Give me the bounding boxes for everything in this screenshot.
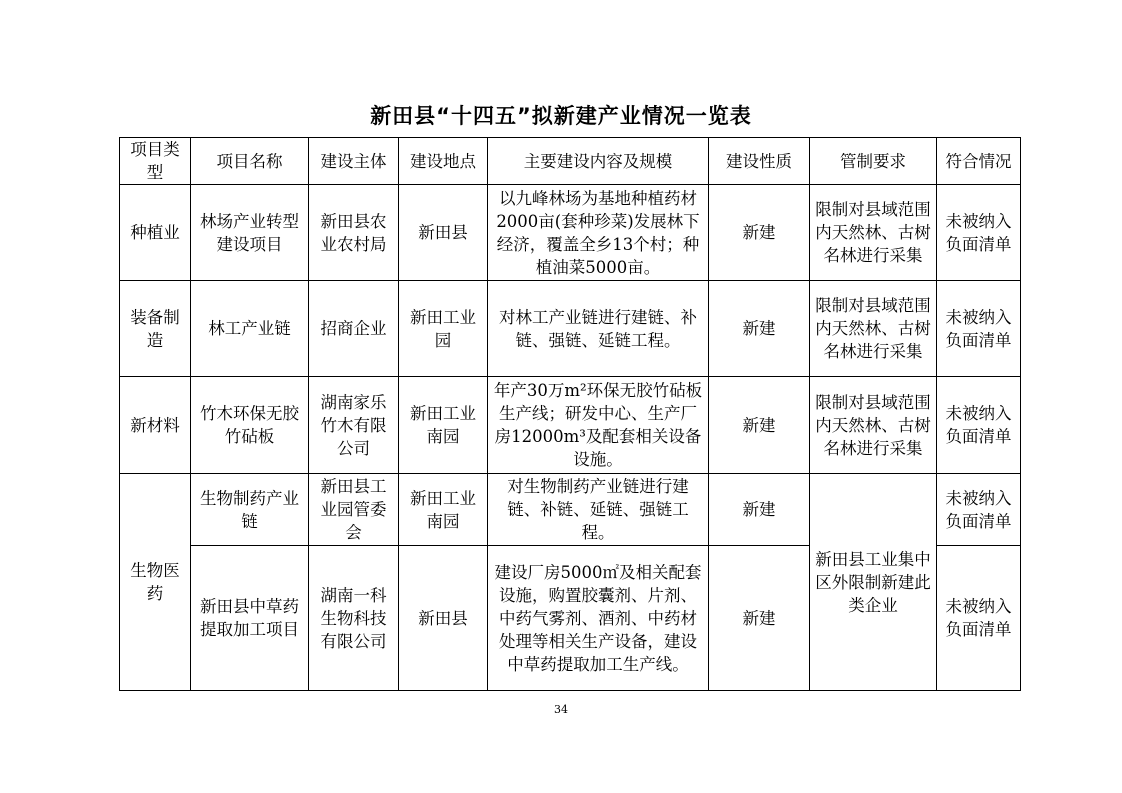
name-cell: 林场产业转型建设项目 [191,185,309,281]
location-cell: 新田县 [399,546,488,691]
table-row [120,474,1021,546]
owner-cell: 新田县农业农村局 [309,185,399,281]
owner-cell: 湖南家乐竹木有限公司 [309,377,399,474]
control-cell: 新田县工业集中区外限制新建此类企业 [810,474,937,691]
nature-cell: 新建 [709,377,810,474]
control-cell: 限制对县域范围内天然林、古树名林进行采集 [810,185,937,281]
type-cell: 种植业 [120,185,191,281]
nature-cell: 新建 [709,546,810,691]
header-cell-control: 管制要求 [810,138,937,185]
content-cell: 对林工产业链进行建链、补链、强链、延链工程。 [488,281,709,377]
nature-cell: 新建 [709,281,810,377]
header-cell-name: 项目名称 [191,138,309,185]
compliance-cell: 未被纳入负面清单 [937,281,1021,377]
control-cell: 限制对县域范围内天然林、古树名林进行采集 [810,377,937,474]
header-cell-content: 主要建设内容及规模 [488,138,709,185]
content-cell: 以九峰林场为基地种植药材2000亩(套种珍菜)发展林下经济，覆盖全乡13个村；种植油菜5000亩。 [488,185,709,281]
location-cell: 新田工业园 [399,281,488,377]
compliance-cell: 未被纳入负面清单 [937,185,1021,281]
content-cell: 对生物制药产业链进行建链、补链、延链、强链工程。 [488,474,709,546]
type-cell: 生物医药 [120,474,191,691]
header-cell-location: 建设地点 [399,138,488,185]
content-cell: 年产30万m²环保无胶竹砧板生产线；研发中心、生产厂房12000m³及配套相关设备设施。 [488,377,709,474]
table-row [120,377,1021,474]
name-cell: 林工产业链 [191,281,309,377]
compliance-cell: 未被纳入负面清单 [937,474,1021,546]
industry-table [119,137,1021,691]
page-title: 新田县“十四五”拟新建产业情况一览表 [370,104,752,128]
type-cell: 新材料 [120,377,191,474]
header-cell-nature: 建设性质 [709,138,810,185]
owner-cell: 新田县工业园管委会 [309,474,399,546]
page-number: 34 [554,703,568,716]
table-header-row [120,138,1021,185]
name-cell: 新田县中草药提取加工项目 [191,546,309,691]
location-cell: 新田工业南园 [399,474,488,546]
header-cell-owner: 建设主体 [309,138,399,185]
type-cell: 装备制造 [120,281,191,377]
table-row [120,185,1021,281]
owner-cell: 湖南一科生物科技有限公司 [309,546,399,691]
location-cell: 新田工业南园 [399,377,488,474]
compliance-cell: 未被纳入负面清单 [937,377,1021,474]
compliance-cell: 未被纳入负面清单 [937,546,1021,691]
table-row [120,281,1021,377]
name-cell: 竹木环保无胶竹砧板 [191,377,309,474]
control-cell: 限制对县域范围内天然林、古树名林进行采集 [810,281,937,377]
location-cell: 新田县 [399,185,488,281]
header-cell-compliance: 符合情况 [937,138,1021,185]
owner-cell: 招商企业 [309,281,399,377]
name-cell: 生物制药产业链 [191,474,309,546]
nature-cell: 新建 [709,185,810,281]
content-cell: 建设厂房5000㎡及相关配套设施，购置胶囊剂、片剂、中药气雾剂、酒剂、中药材处理等相关生产设备，建设中草药提取加工生产线。 [488,546,709,691]
nature-cell: 新建 [709,474,810,546]
header-cell-type: 项目类型 [120,138,191,185]
